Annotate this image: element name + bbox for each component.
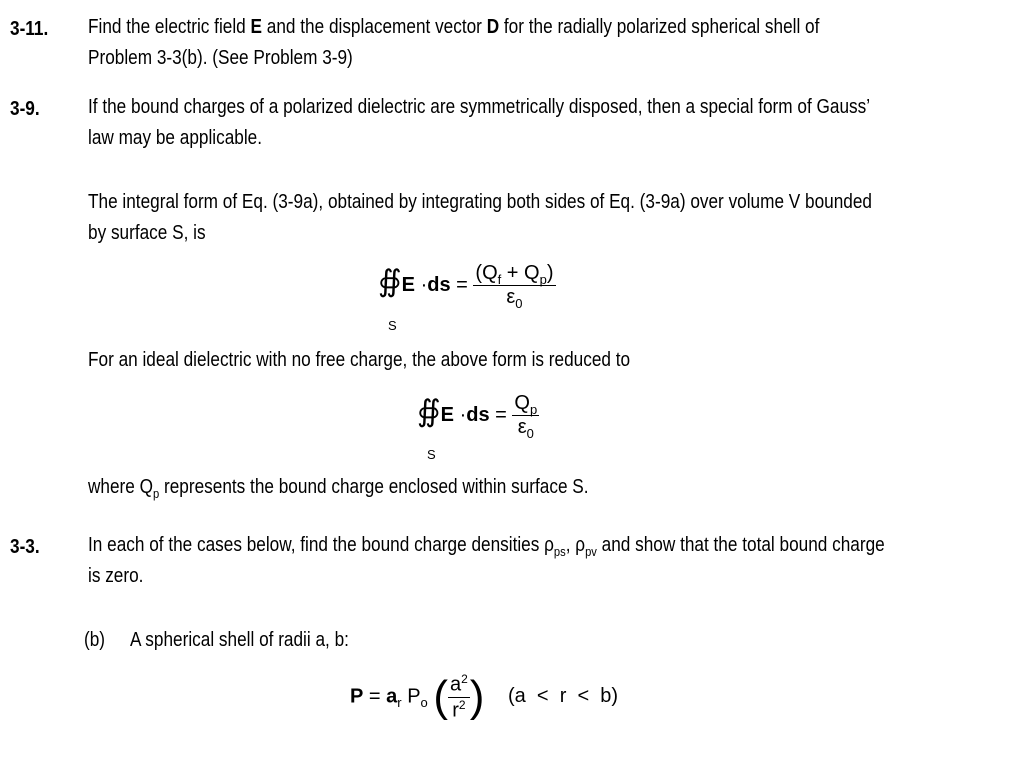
problem-3-9-para3: For an ideal dielectric with no free charge, the above form is reduced to: [88, 349, 631, 371]
equation-polarization: $P = a_r$ $P_o$ ( $\frac{a^2}{r^2}$ ) (a < r < b): [350, 672, 619, 722]
problem-3-9-para2-line-2: by surface S, is: [88, 222, 206, 244]
equation-gauss-law-bound: ∯E ·ds = $\frac{Q_p}{\varepsilon_0}$: [417, 392, 538, 441]
problem-3-11-line-2: Problem 3-3(b). (See Problem 3-9): [88, 47, 353, 69]
problem-number-3-11: 3-11.: [10, 18, 49, 40]
problem-3-9-line-2: law may be applicable.: [88, 127, 263, 149]
equation-range: (a < r < b): [508, 685, 619, 708]
part-b-label: (b): [84, 629, 106, 651]
problem-3-3-line-1: In each of the cases below, find the bound charge densities $\rho_{ps}$, $\rho_{pv}$ and show that the total bound charge: [88, 534, 885, 559]
equation-2-surface-label: S: [427, 447, 436, 462]
problem-number-3-9: 3-9.: [10, 98, 40, 120]
part-b-text: A spherical shell of radii a, b:: [130, 629, 349, 651]
problem-3-9-para2-line-1: The integral form of Eq. (3-9a), obtained by integrating both sides of Eq. (3-9a) over volume V bounded: [88, 191, 873, 213]
equation-gauss-law-full: ∯E ·ds = $\frac{(Q_f + Q_p)}{\varepsilon_0}$: [378, 262, 554, 311]
problem-3-9-where: where $Q_p$ represents the bound charge enclosed within surface S.: [88, 476, 589, 501]
problem-3-9-line-1: If the bound charges of a polarized dielectric are symmetrically disposed, then a special form of Gauss’: [88, 96, 871, 118]
problem-number-3-3: 3-3.: [10, 536, 40, 558]
equation-1-surface-label: S: [388, 318, 397, 333]
problem-3-11-line-1: Find the electric field E and the displacement vector D for the radially polarized spherical shell of: [88, 16, 820, 38]
problem-3-3-line-2: is zero.: [88, 565, 144, 587]
